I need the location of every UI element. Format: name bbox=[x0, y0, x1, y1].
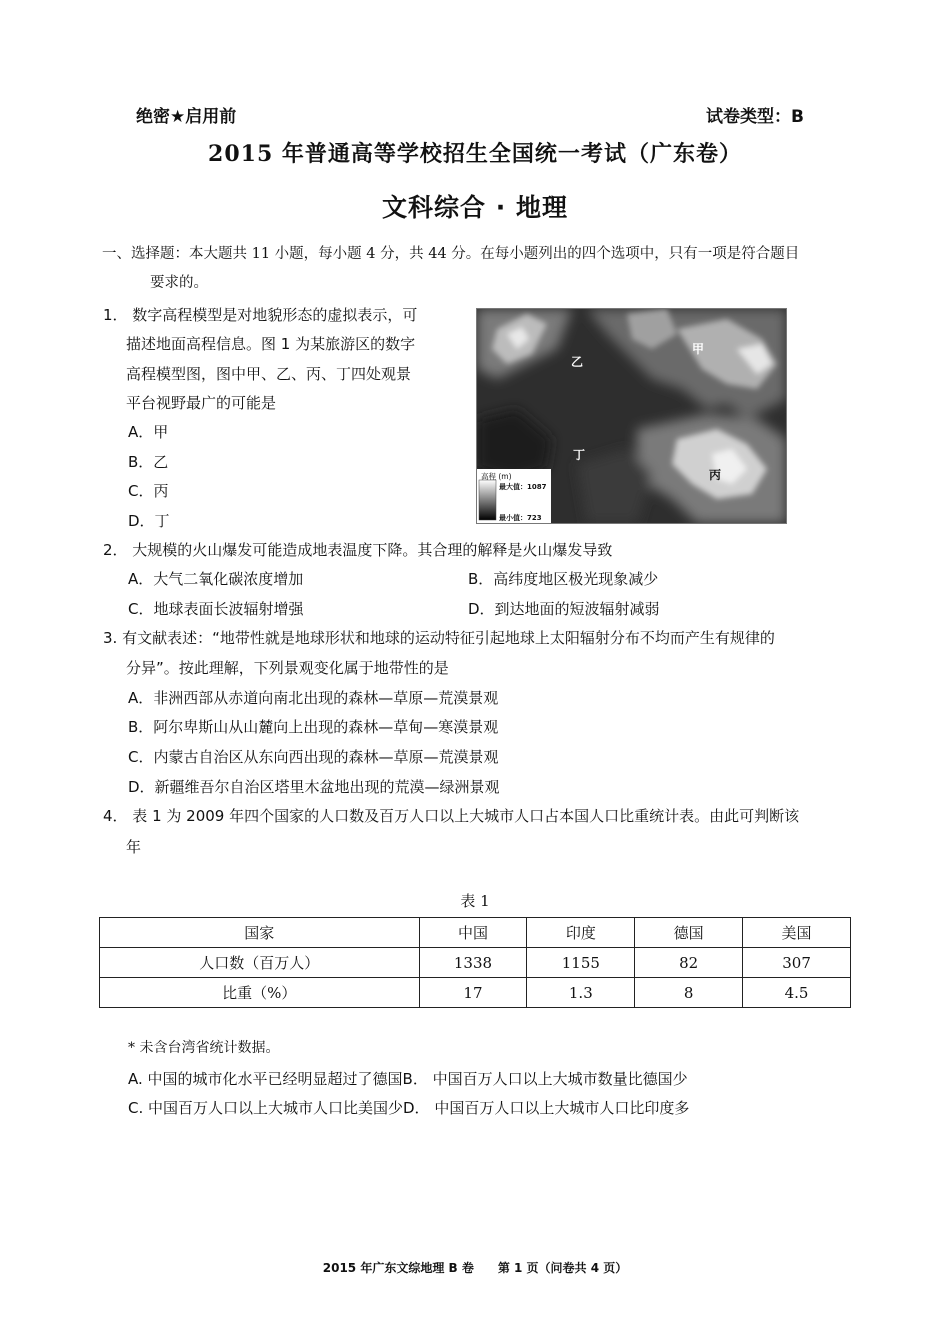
table-cell: 307 bbox=[743, 948, 851, 978]
q2-option-b[interactable]: B．高纬度地区极光现象减少 bbox=[468, 570, 659, 588]
map-label-bing: 丙 bbox=[709, 468, 722, 482]
q2-option-a[interactable]: A．大气二氧化碳浓度增加 bbox=[128, 570, 304, 588]
table-cell: 比重（%） bbox=[100, 978, 420, 1008]
q4-stem-line1: 4． 表 1 为 2009 年四个国家的人口数及百万人口以上大城市人口占本国人口比重统计表。由此可判断该 bbox=[103, 807, 800, 825]
q4-options-line1[interactable]: A. 中国的城市化水平已经明显超过了德国B． 中国百万人口以上大城市数量比德国少 bbox=[128, 1070, 688, 1088]
q2-stem: 2． 大规模的火山爆发可能造成地表温度下降。其合理的解释是火山爆发导致 bbox=[103, 541, 613, 559]
table-cell: 1.3 bbox=[527, 978, 635, 1008]
table-header-cell: 国家 bbox=[100, 918, 420, 948]
q1-option-b[interactable]: B．乙 bbox=[128, 453, 169, 471]
table-cell: 1155 bbox=[527, 948, 635, 978]
table-header-cell: 中国 bbox=[419, 918, 527, 948]
table-caption: 表 1 bbox=[460, 892, 490, 910]
table-row bbox=[100, 978, 851, 1008]
q1-option-a[interactable]: A．甲 bbox=[128, 423, 169, 441]
q1-stem-line1: 1． 数字高程模型是对地貌形态的虚拟表示，可 bbox=[103, 306, 418, 324]
elevation-map-image bbox=[477, 309, 786, 523]
table-header-cell: 印度 bbox=[527, 918, 635, 948]
q1-stem-line4: 平台视野最广的可能是 bbox=[126, 394, 277, 412]
q2-option-c[interactable]: C．地球表面长波辐射增强 bbox=[128, 600, 304, 618]
table-cell: 1338 bbox=[419, 948, 527, 978]
table-header-cell: 美国 bbox=[743, 918, 851, 948]
table-cell: 17 bbox=[419, 978, 527, 1008]
paper-type-label: 试卷类型：B bbox=[706, 107, 804, 127]
q3-option-b[interactable]: B．阿尔卑斯山从山麓向上出现的森林—草甸—寒漠景观 bbox=[128, 718, 499, 736]
map-label-ding: 丁 bbox=[573, 448, 586, 462]
q1-option-c[interactable]: C．丙 bbox=[128, 482, 169, 500]
legend-title: 高程 (m) bbox=[481, 472, 512, 481]
exam-title: 2015 年普通高等学校招生全国统一考试（广东卷） bbox=[208, 141, 742, 167]
population-table bbox=[99, 917, 851, 1008]
table-cell: 82 bbox=[635, 948, 743, 978]
q3-stem-line2: 分异”。按此理解，下列景观变化属于地带性的是 bbox=[126, 659, 449, 677]
legend-min: 最小值：723 bbox=[499, 514, 542, 522]
q3-stem-line1: 3. 有文献表述：“地带性就是地球形状和地球的运动特征引起地球上太阳辐射分布不均而产生有规律的 bbox=[103, 629, 775, 647]
q4-options-line2[interactable]: C. 中国百万人口以上大城市人口比美国少D． 中国百万人口以上大城市人口比印度多 bbox=[128, 1099, 690, 1117]
q4-stem-line2: 年 bbox=[126, 838, 142, 856]
table-cell: 4.5 bbox=[743, 978, 851, 1008]
elevation-map-figure bbox=[476, 308, 787, 524]
q1-option-d[interactable]: D．丁 bbox=[128, 512, 170, 530]
page-footer: 2015 年广东文综地理 B 卷 第 1 页（问卷共 4 页） bbox=[322, 1261, 628, 1275]
table-note: * 未含台湾省统计数据。 bbox=[128, 1040, 280, 1056]
table-cell: 8 bbox=[635, 978, 743, 1008]
table-cell: 人口数（百万人） bbox=[100, 948, 420, 978]
map-label-jia: 甲 bbox=[692, 342, 705, 356]
confidential-label: 绝密★启用前 bbox=[136, 107, 237, 127]
q1-stem-line2: 描述地面高程信息。图 1 为某旅游区的数字 bbox=[126, 335, 416, 353]
q3-option-c[interactable]: C．内蒙古自治区从东向西出现的森林—草原—荒漠景观 bbox=[128, 748, 499, 766]
map-label-yi: 乙 bbox=[571, 355, 584, 369]
table-header-cell: 德国 bbox=[635, 918, 743, 948]
legend-max: 最大值：1087 bbox=[499, 483, 547, 491]
table-header-row bbox=[100, 918, 851, 948]
q2-option-d[interactable]: D．到达地面的短波辐射减弱 bbox=[468, 600, 660, 618]
section-intro-line2: 要求的。 bbox=[150, 275, 208, 291]
section-intro-line1: 一、选择题：本大题共 11 小题，每小题 4 分，共 44 分。在每小题列出的四个选项中，只有一项是符合题目 bbox=[102, 246, 800, 262]
q1-stem-line3: 高程模型图，图中甲、乙、丙、丁四处观景 bbox=[126, 365, 412, 383]
table-row bbox=[100, 948, 851, 978]
q3-option-d[interactable]: D．新疆维吾尔自治区塔里木盆地出现的荒漠—绿洲景观 bbox=[128, 778, 500, 796]
q3-option-a[interactable]: A．非洲西部从赤道向南北出现的森林—草原—荒漠景观 bbox=[128, 689, 499, 707]
exam-subtitle: 文科综合 · 地理 bbox=[382, 193, 568, 222]
